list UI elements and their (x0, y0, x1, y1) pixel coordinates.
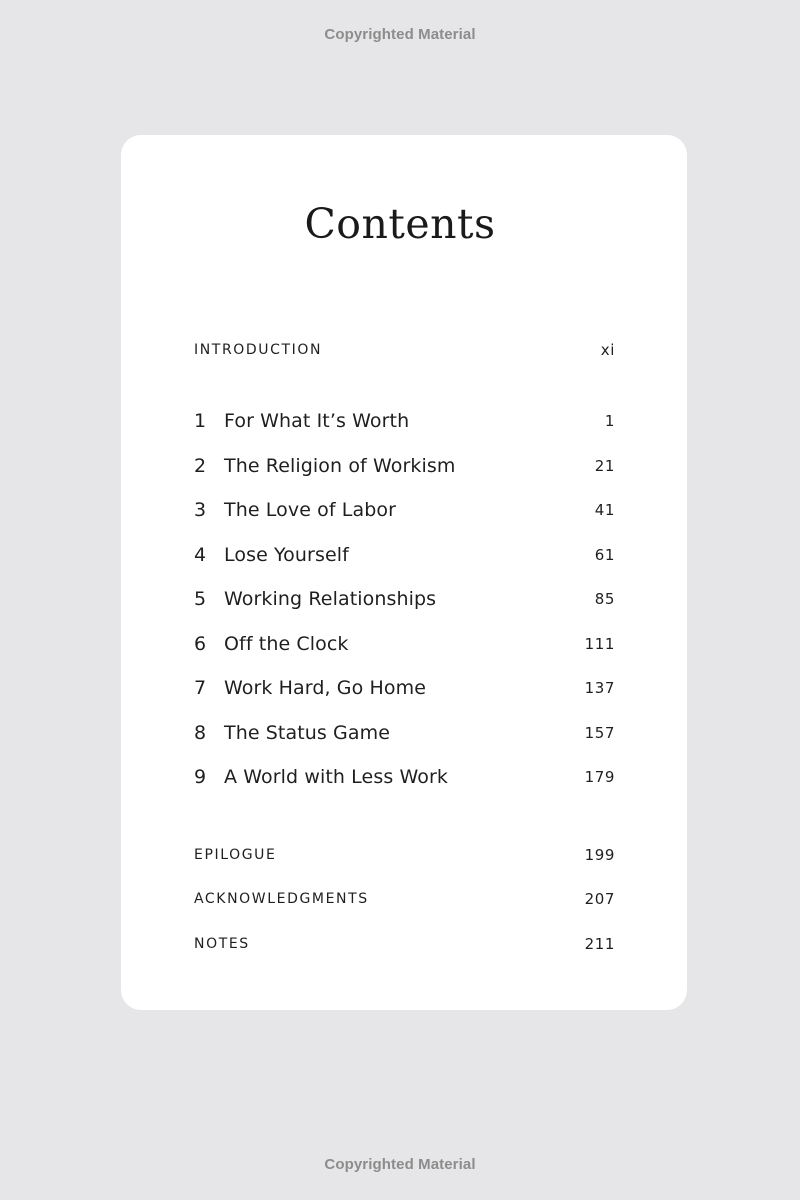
chapter-number: 7 (194, 677, 207, 699)
toc-chapter-5[interactable] (194, 584, 615, 614)
toc-entry-label: ACKNOWLEDGMENTS (194, 891, 369, 907)
chapter-number: 6 (194, 633, 207, 655)
toc-chapter-4[interactable] (194, 540, 615, 570)
toc-page-number: 61 (594, 546, 615, 564)
chapter-title: Working Relationships (224, 588, 437, 610)
chapter-number: 5 (194, 588, 207, 610)
toc-page-number: xi (600, 341, 615, 359)
book-page (121, 135, 687, 1010)
chapter-number: 8 (194, 722, 207, 744)
chapter-number: 9 (194, 766, 207, 788)
toc-entry-label: INTRODUCTION (194, 342, 323, 358)
toc-page-number: 199 (584, 846, 615, 864)
chapter-number: 4 (194, 544, 207, 566)
toc-page-number: 21 (594, 457, 615, 475)
toc-page-number: 179 (584, 768, 615, 786)
toc-chapter-7[interactable] (194, 673, 615, 703)
toc-chapter-8[interactable] (194, 718, 615, 748)
toc-page-number: 85 (594, 590, 615, 608)
toc-chapter-1[interactable] (194, 406, 615, 436)
toc-chapter-2[interactable] (194, 451, 615, 481)
chapter-title: For What It’s Worth (224, 410, 410, 432)
chapter-title: A World with Less Work (224, 766, 448, 788)
chapter-number: 2 (194, 455, 207, 477)
toc-entry-introduction[interactable] (194, 335, 615, 365)
toc-entry-notes[interactable] (194, 929, 615, 959)
chapter-title: Lose Yourself (224, 544, 349, 566)
copyright-watermark-bottom: Copyrighted Material (324, 1156, 476, 1173)
toc-entry-epilogue[interactable] (194, 840, 615, 870)
toc-page-number: 1 (604, 412, 615, 430)
toc-page-number: 137 (584, 679, 615, 697)
toc-entry-acknowledgments[interactable] (194, 884, 615, 914)
chapter-title: Off the Clock (224, 633, 349, 655)
toc-entry-label: NOTES (194, 936, 250, 952)
chapter-title: The Status Game (224, 722, 391, 744)
toc-chapter-9[interactable] (194, 762, 615, 792)
chapter-title: The Love of Labor (224, 499, 397, 521)
toc-page-number: 207 (584, 890, 615, 908)
page-title: Contents (304, 200, 496, 248)
toc-page-number: 211 (584, 935, 615, 953)
toc-chapter-3[interactable] (194, 495, 615, 525)
copyright-watermark-top: Copyrighted Material (324, 26, 476, 43)
toc-chapter-6[interactable] (194, 629, 615, 659)
chapter-number: 1 (194, 410, 207, 432)
toc-entry-label: EPILOGUE (194, 847, 277, 863)
chapter-number: 3 (194, 499, 207, 521)
toc-page-number: 111 (584, 635, 615, 653)
toc-page-number: 41 (594, 501, 615, 519)
chapter-title: Work Hard, Go Home (224, 677, 426, 699)
toc-page-number: 157 (584, 724, 615, 742)
chapter-title: The Religion of Workism (224, 455, 456, 477)
